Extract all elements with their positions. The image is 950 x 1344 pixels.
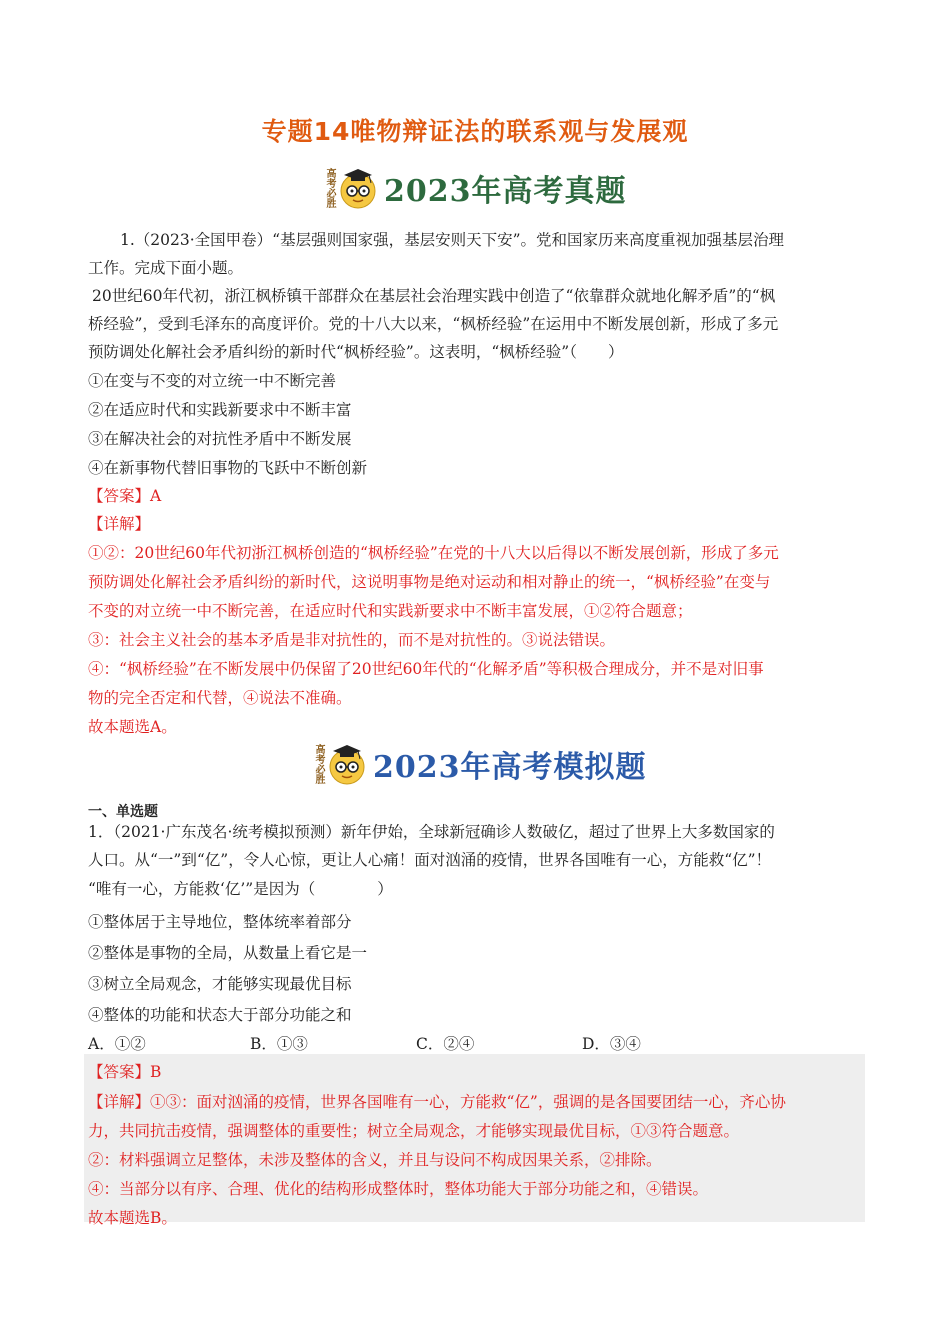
mascot-icon (325, 742, 369, 786)
banner-side-text: 高考必胜 (324, 168, 335, 208)
section-banner-mock-exam (312, 734, 647, 794)
banner-side-text: 高考必胜 (313, 744, 324, 784)
q1-line: 20世纪60年代初，浙江枫桥镇干部群众在基层社会治理实践中创造了“依靠群众就地化解矛盾”的“枫 (92, 287, 776, 305)
q1-detail-label: 【详解】 (88, 515, 151, 533)
q2-line: 1．（2021·广东茂名·统考模拟预测）新年伊始，全球新冠确诊人数破亿，超过了世界上大多数国家的 (88, 823, 775, 841)
q1-detail-line: 不变的对立统一中不断完善，在适应时代和实践新要求中不断丰富发展，①②符合题意； (88, 602, 693, 620)
q2-line: “唯有一心，方能救‘亿’”是因为（ ） (88, 880, 393, 898)
q2-option: ④整体的功能和状态大于部分功能之和 (88, 1006, 352, 1024)
q2-detail-line: 力，共同抗击疫情，强调整体的重要性；树立全局观念，才能够实现最优目标，①③符合题意。 (88, 1122, 740, 1140)
q1-option: ④在新事物代替旧事物的飞跃中不断创新 (88, 459, 368, 477)
page-title: 专题14唯物辩证法的联系观与发展观 (261, 117, 689, 146)
q1-line: 预防调处化解社会矛盾纠纷的新时代“枫桥经验”。这表明，“枫桥经验”（ ） (88, 343, 624, 361)
q1-option: ①在变与不变的对立统一中不断完善 (88, 372, 337, 390)
q1-option: ③在解决社会的对抗性矛盾中不断发展 (88, 430, 352, 448)
section-banner-real-exam (323, 158, 627, 218)
q2-answer: 【答案】B (88, 1063, 162, 1081)
q1-detail-line: 物的完全否定和代替，④说法不准确。 (88, 689, 352, 707)
q2-detail-line: ④：当部分以有序、合理、优化的结构形成整体时，整体功能大于部分功能之和，④错误。 (88, 1180, 709, 1198)
q2-option: ①整体居于主导地位，整体统率着部分 (88, 913, 352, 931)
q1-option: ②在适应时代和实践新要求中不断丰富 (88, 401, 352, 419)
section-heading: 一、单选题 (88, 804, 158, 820)
q2-option: ③树立全局观念，才能够实现最优目标 (88, 975, 352, 993)
q1-detail-line: ①②：20世纪60年代初浙江枫桥创造的“枫桥经验”在党的十八大以后得以不断发展创新，形成了多元 (88, 544, 779, 562)
q2-detail-line: ②：材料强调立足整体，未涉及整体的含义，并且与设问不构成因果关系，②排除。 (88, 1151, 662, 1169)
q1-detail-line: 预防调处化解社会矛盾纠纷的新时代，这说明事物是绝对运动和相对静止的统一，“枫桥经验”在变与 (88, 573, 771, 591)
choice-a: A．①② (88, 1035, 146, 1053)
q1-detail-line: ④：“枫桥经验”在不断发展中仍保留了20世纪60年代的“化解矛盾”等积极合理成分，并不是对旧事 (88, 660, 764, 678)
q2-detail-line: 故本题选B。 (88, 1209, 177, 1227)
q2-detail-line: 【详解】①③：面对汹涌的疫情，世界各国唯有一心，方能救“亿”，强调的是各国要团结一心，齐心协 (88, 1093, 786, 1111)
choice-d: D．③④ (582, 1035, 641, 1053)
choice-b: B．①③ (250, 1035, 308, 1053)
banner-title: 2023年高考模拟题 (373, 750, 647, 785)
q1-detail-line: ③：社会主义社会的基本矛盾是非对抗性的，而不是对抗性的。③说法错误。 (88, 631, 616, 649)
q2-line: 人口。从“一”到“亿”，令人心惊，更让人心痛！面对汹涌的疫情，世界各国唯有一心，方能救“亿”！ (88, 851, 772, 869)
choice-c: C．②④ (416, 1035, 475, 1053)
q1-answer: 【答案】A (88, 487, 162, 505)
mascot-icon (336, 166, 380, 210)
q2-option: ②整体是事物的全局，从数量上看它是一 (88, 944, 368, 962)
q1-detail-line: 故本题选A。 (88, 718, 177, 736)
q1-line: 1.（2023·全国甲卷）“基层强则国家强，基层安则天下安”。党和国家历来高度重视加强基层治理 (120, 231, 785, 249)
banner-title: 2023年高考真题 (384, 174, 627, 209)
q1-line: 工作。完成下面小题。 (88, 259, 244, 277)
q1-line: 桥经验”，受到毛泽东的高度评价。党的十八大以来，“枫桥经验”在运用中不断发展创新，形成了多元 (88, 315, 779, 333)
